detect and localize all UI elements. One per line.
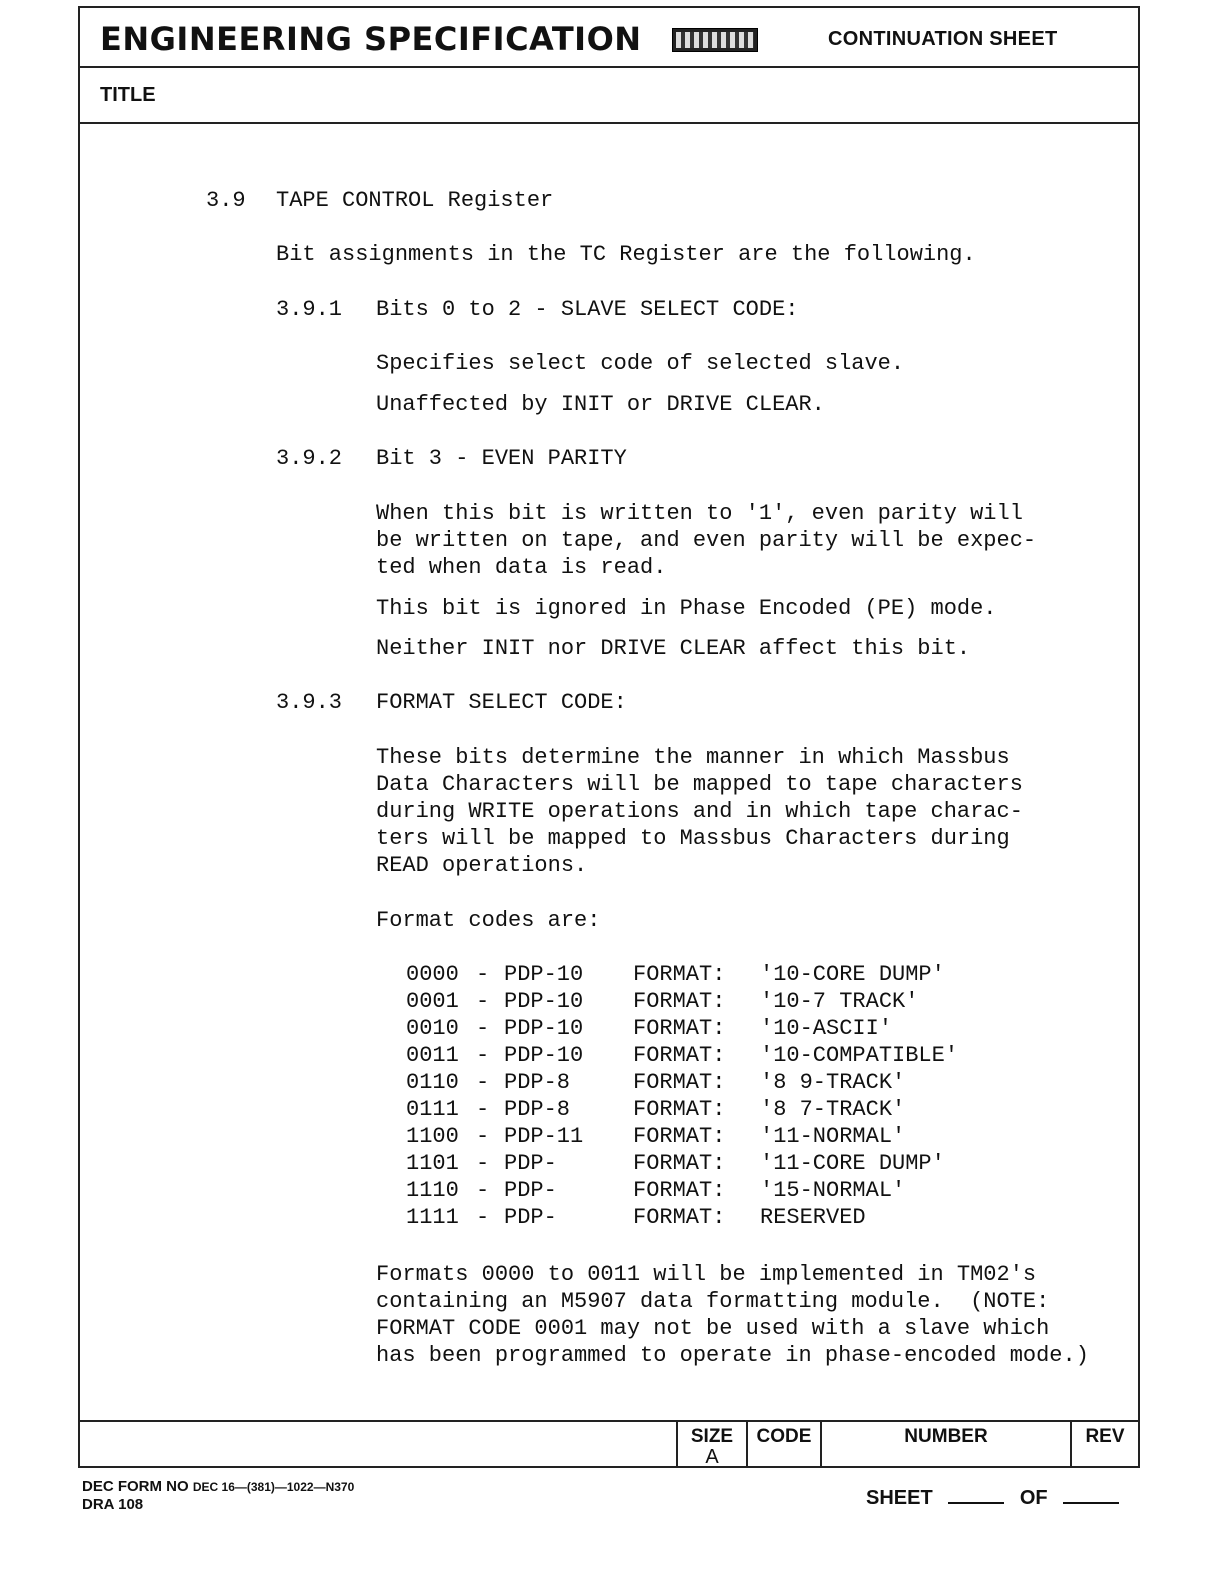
format-name: RESERVED (760, 1205, 866, 1230)
number-label: NUMBER (904, 1426, 988, 1447)
form-number-block (82, 1478, 354, 1514)
form-no-label: DEC FORM NO (82, 1478, 189, 1495)
format-keyword: FORMAT: (633, 1178, 726, 1203)
number-cell (820, 1422, 1070, 1468)
format-code: 0000 (406, 962, 459, 987)
subsection-number-2: 3.9.2 (276, 446, 343, 471)
format-name: '10-ASCII' (760, 1016, 893, 1041)
format-machine: PDP-8 (504, 1097, 571, 1122)
format-code: 1100 (406, 1124, 459, 1149)
format-code: 1111 (406, 1205, 459, 1230)
form-footer (80, 1420, 1138, 1468)
format-code: 1101 (406, 1151, 459, 1176)
rev-cell (1070, 1422, 1138, 1468)
format-name: '11-CORE DUMP' (760, 1151, 945, 1176)
sheet-label: SHEET (866, 1487, 933, 1509)
subsection-3-paragraph-1: These bits determine the manner in which Massbus Data Characters will be mapped to tape characters during WRITE operations and in which tape charac- ters will be mapped to Massbus Characters during READ operations. (376, 745, 1023, 878)
format-keyword: FORMAT: (633, 1043, 726, 1068)
format-machine: PDP- (504, 1178, 557, 1203)
format-dash: - (476, 1151, 490, 1176)
format-keyword: FORMAT: (633, 1016, 726, 1041)
subsection-2-paragraph-3: Neither INIT nor DRIVE CLEAR affect this bit. (376, 636, 971, 661)
format-code: 1110 (406, 1178, 459, 1203)
sheet-total-blank (1063, 1484, 1119, 1504)
title-row (80, 68, 1138, 124)
rev-label: REV (1085, 1426, 1125, 1447)
subsection-2-paragraph-2: This bit is ignored in Phase Encoded (PE) mode. (376, 596, 997, 621)
format-dash: - (476, 989, 490, 1014)
format-codes-intro: Format codes are: (376, 908, 601, 933)
format-name: '8 9-TRACK' (760, 1070, 906, 1095)
formats-closing-note: Formats 0000 to 0011 will be implemented in TM02's containing an M5907 data formatting module. (NOTE: FORMAT CODE 0001 may not be used with a slave which has been programmed to operate in phase-encoded mode.) (376, 1262, 1089, 1368)
format-code: 0010 (406, 1016, 459, 1041)
subsection-2-paragraph-1: When this bit is written to '1', even parity will be written on tape, and even parity will be expec- ted when data is read. (376, 501, 1037, 580)
format-keyword: FORMAT: (633, 1097, 726, 1122)
format-machine: PDP-10 (504, 989, 584, 1014)
format-dash: - (476, 1070, 490, 1095)
size-cell (676, 1422, 746, 1468)
form-header (80, 8, 1138, 68)
subsection-title-2: Bit 3 - EVEN PARITY (376, 446, 627, 471)
sheet-number-blank (948, 1484, 1004, 1504)
format-machine: PDP-10 (504, 962, 584, 987)
format-code: 0011 (406, 1043, 459, 1068)
subsection-number-1: 3.9.1 (276, 297, 343, 322)
format-keyword: FORMAT: (633, 1205, 726, 1230)
format-dash: - (476, 962, 490, 987)
format-name: '8 7-TRACK' (760, 1097, 906, 1122)
format-keyword: FORMAT: (633, 962, 726, 987)
digital-logo-icon (672, 28, 758, 52)
format-code: 0111 (406, 1097, 459, 1122)
size-label: SIZE (690, 1426, 734, 1447)
dra-number: DRA 108 (82, 1496, 144, 1513)
format-dash: - (476, 1097, 490, 1122)
format-machine: PDP- (504, 1205, 557, 1230)
format-keyword: FORMAT: (633, 1070, 726, 1095)
subsection-1-line-1: Specifies select code of selected slave. (376, 351, 905, 376)
subsection-1-line-2: Unaffected by INIT or DRIVE CLEAR. (376, 392, 825, 417)
subsection-title-1: Bits 0 to 2 - SLAVE SELECT CODE: (376, 297, 799, 322)
format-dash: - (476, 1124, 490, 1149)
continuation-sheet-label: CONTINUATION SHEET (828, 28, 1058, 50)
format-dash: - (476, 1043, 490, 1068)
section-number: 3.9 (206, 188, 246, 213)
format-machine: PDP- (504, 1151, 557, 1176)
section-intro: Bit assignments in the TC Register are the following. (276, 242, 976, 267)
format-dash: - (476, 1205, 490, 1230)
format-name: '10-7 TRACK' (760, 989, 919, 1014)
format-name: '10-COMPATIBLE' (760, 1043, 959, 1068)
format-keyword: FORMAT: (633, 989, 726, 1014)
format-machine: PDP-8 (504, 1070, 571, 1095)
format-machine: PDP-10 (504, 1016, 584, 1041)
sheet-field (866, 1484, 1129, 1510)
of-label: OF (1019, 1487, 1048, 1509)
format-code: 0001 (406, 989, 459, 1014)
format-name: '15-NORMAL' (760, 1178, 906, 1203)
format-keyword: FORMAT: (633, 1151, 726, 1176)
format-name: '10-CORE DUMP' (760, 962, 945, 987)
subsection-title-3: FORMAT SELECT CODE: (376, 690, 627, 715)
code-label: CODE (756, 1426, 812, 1447)
form-title: ENGINEERING SPECIFICATION (100, 20, 642, 58)
form-no-value: DEC 16—(381)—1022—N370 (192, 1480, 355, 1494)
title-label: TITLE (100, 84, 156, 106)
format-dash: - (476, 1016, 490, 1041)
section-title: TAPE CONTROL Register (276, 188, 554, 213)
size-value: A (705, 1446, 719, 1468)
format-machine: PDP-11 (504, 1124, 584, 1149)
format-code: 0110 (406, 1070, 459, 1095)
format-name: '11-NORMAL' (760, 1124, 906, 1149)
specification-form (78, 6, 1140, 1468)
format-keyword: FORMAT: (633, 1124, 726, 1149)
format-dash: - (476, 1178, 490, 1203)
code-cell (746, 1422, 820, 1468)
format-machine: PDP-10 (504, 1043, 584, 1068)
subsection-number-3: 3.9.3 (276, 690, 343, 715)
